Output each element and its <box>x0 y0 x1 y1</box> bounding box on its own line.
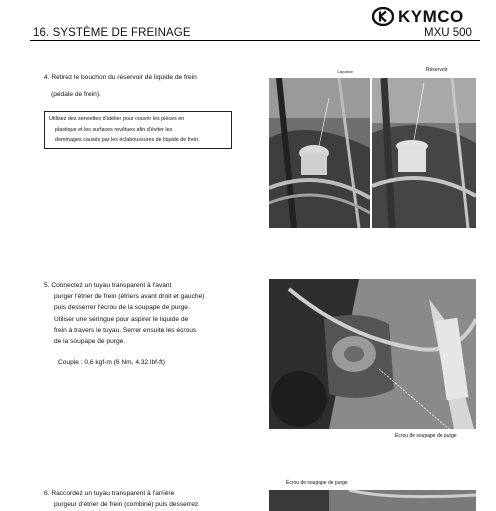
step4-line: (pédale de frein). <box>51 91 101 99</box>
photo-reservoir <box>372 78 476 228</box>
label-cap: Capuchon <box>337 70 354 74</box>
logo-wordmark: KYMCO <box>398 7 464 26</box>
caption-bleed-nut: Écrou de soupape de purge <box>395 433 457 439</box>
caution-line: plastique et les surfaces revêtues afin d'éviter les <box>55 126 173 133</box>
caution-line: Utilisez des serviettes d'atelier pour couvrir les pièces en <box>49 116 185 122</box>
kymco-k-emblem-icon <box>372 7 394 26</box>
step4-text <box>44 72 197 100</box>
step5-line: frein à travers le tuyau. Serrer ensuite les écrous <box>54 326 197 334</box>
photo-rear-caliper <box>269 490 476 511</box>
header-divider <box>30 40 480 41</box>
kymco-logo <box>372 7 484 26</box>
step4-line: 4. Retirez le bouchon du réservoir de liquide de frein <box>44 74 197 81</box>
step6-text <box>44 488 198 510</box>
model-name: MXU 500 <box>424 27 472 39</box>
caution-box <box>44 111 232 149</box>
photo-reservoir-cap <box>269 78 370 228</box>
step6-line: 6. Raccordez un tuyau transparent à l'arrière <box>44 490 175 497</box>
caution-line: dommages causés par les éclaboussures de liquide de frein. <box>55 137 200 143</box>
photo-front-caliper <box>269 279 476 429</box>
step6-line: purgeur d'étrier de frein (combiné) puis desserrez <box>54 501 199 509</box>
caption-bleed-nut-rear: Écrou de soupape de purge <box>286 480 348 486</box>
step5-line: Utiliser une seringue pour aspirer le liquide de <box>54 315 189 323</box>
section-title: 16. SYSTÈME DE FREINAGE <box>33 27 191 39</box>
torque-spec: Couple : 0,6 kgf-m (6 Nm, 4,32 lbf-ft) <box>58 359 166 366</box>
step5-line: de la soupape de purge. <box>54 338 126 346</box>
step5-text <box>44 280 204 347</box>
step5-line: purger l'étrier de frein (étriers avant droit et gauche) <box>54 293 205 301</box>
step5-line: 5. Connectez un tuyau transparent à l'avant <box>44 282 172 289</box>
step5-line: puis desserrer l'écrou de la soupape de purge. <box>54 304 190 312</box>
label-reservoir: Réservoir <box>426 67 448 73</box>
